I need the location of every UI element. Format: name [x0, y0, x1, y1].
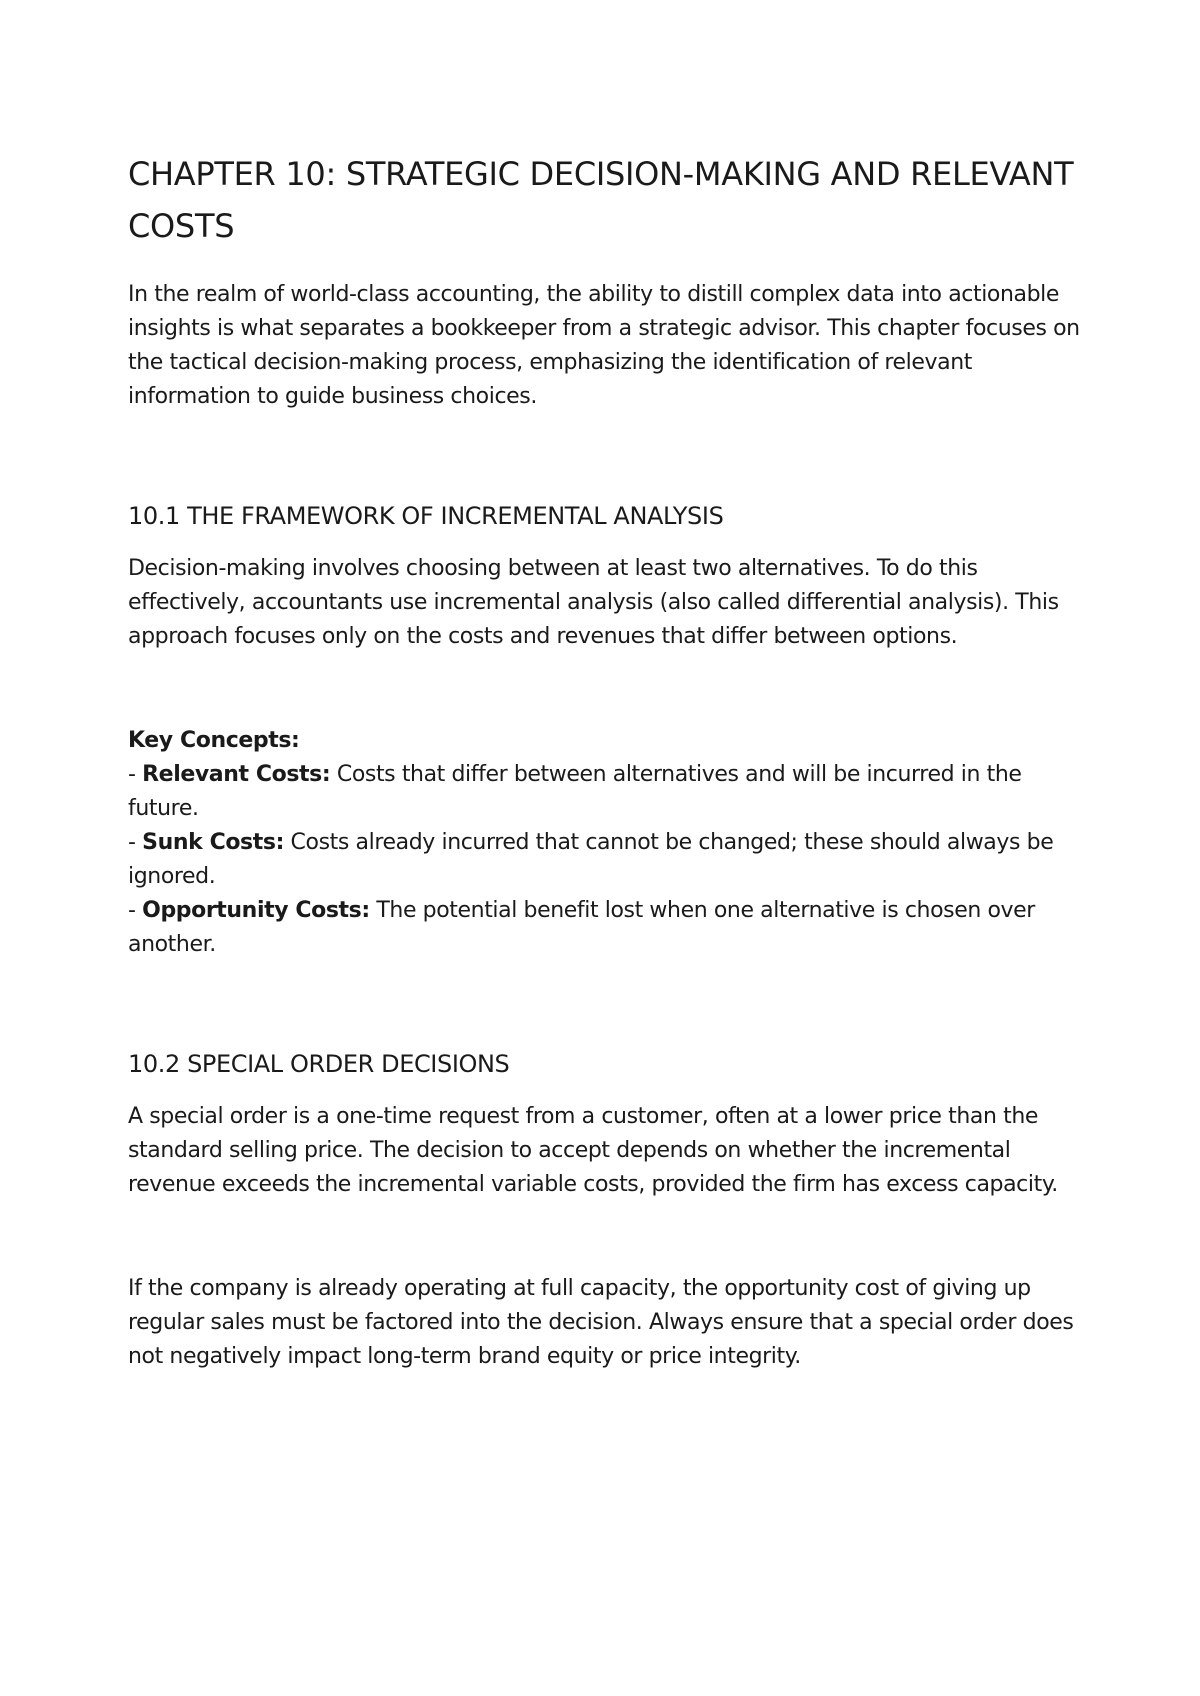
- section-10-2-body-1: A special order is a one-time request from a customer, often at a lower price than the standard selling price. The decision to accept depends on whether the incremental revenue exceeds the incremental variable costs, provided the firm has excess capacity.: [128, 1104, 1058, 1197]
- concept-item-relevant-costs: - Relevant Costs: Costs that differ between alternatives and will be incurred in the future.: [128, 762, 1022, 821]
- concept-term: Relevant Costs:: [142, 762, 331, 787]
- concept-definition: The potential benefit lost when one alternative is chosen over another.: [128, 898, 1035, 957]
- concept-definition: Costs already incurred that cannot be changed; these should always be ignored.: [128, 830, 1054, 889]
- key-concepts-block: [128, 724, 1088, 962]
- concept-definition: Costs that differ between alternatives and will be incurred in the future.: [128, 762, 1022, 821]
- key-concepts-label: Key Concepts:: [128, 728, 300, 753]
- concept-term: Sunk Costs:: [142, 830, 284, 855]
- concept-item-sunk-costs: - Sunk Costs: Costs already incurred that cannot be changed; these should always be ignored.: [128, 830, 1054, 889]
- concept-item-opportunity-costs: - Opportunity Costs: The potential benefit lost when one alternative is chosen over another.: [128, 898, 1035, 957]
- section-10-1-body: Decision-making involves choosing between at least two alternatives. To do this effectively, accountants use incremental analysis (also called differential analysis). This approach focuses only on the costs and revenues that differ between options.: [128, 556, 1059, 649]
- section-heading-10-1: 10.1 THE FRAMEWORK OF INCREMENTAL ANALYSIS: [128, 502, 724, 530]
- section-heading-10-2: 10.2 SPECIAL ORDER DECISIONS: [128, 1050, 510, 1078]
- section-10-2-body-2: If the company is already operating at full capacity, the opportunity cost of giving up regular sales must be factored into the decision. Always ensure that a special order does not negatively impact long-term brand equity or price integrity.: [128, 1276, 1074, 1369]
- chapter-title: CHAPTER 10: STRATEGIC DECISION-MAKING AND RELEVANT COSTS: [128, 155, 1074, 245]
- concept-term: Opportunity Costs:: [142, 898, 370, 923]
- document-page: [128, 148, 1088, 1374]
- chapter-intro: In the realm of world-class accounting, the ability to distill complex data into actionable insights is what separates a bookkeeper from a strategic advisor. This chapter focuses on the tactical decision-making process, emphasizing the identification of relevant information to guide business choices.: [128, 282, 1080, 409]
